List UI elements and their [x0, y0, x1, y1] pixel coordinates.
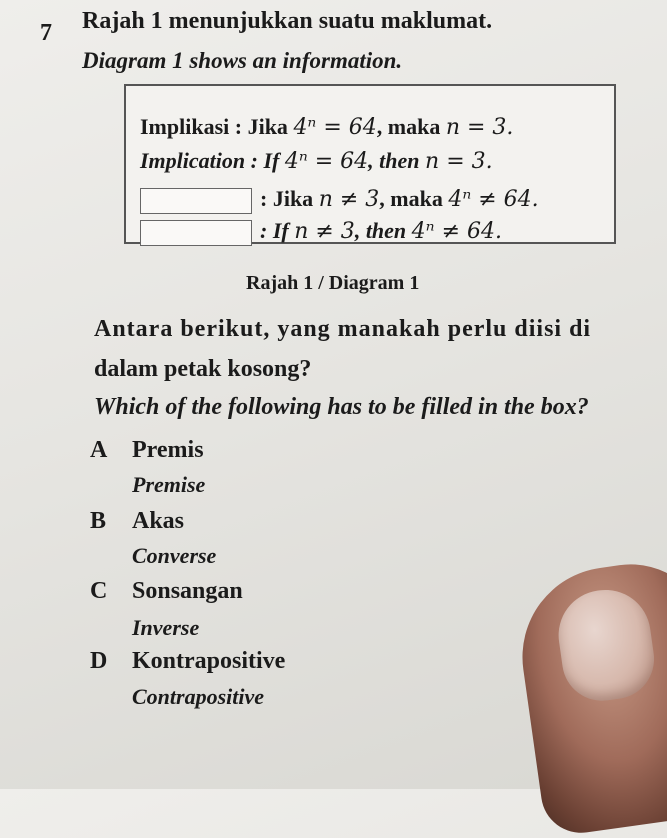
option-c-english: Inverse — [132, 615, 200, 640]
option-d-english: Contrapositive — [132, 684, 265, 709]
question-text-malay: Rajah 1 menunjukkan suatu maklumat. — [82, 8, 493, 34]
row-connector: , maka — [376, 114, 446, 139]
diagram-row-blank-ms — [140, 186, 539, 214]
row-connector: , then — [354, 218, 412, 243]
diagram-row-implikasi — [140, 114, 513, 140]
option-c-malay: Sonsangan — [132, 578, 243, 604]
math-expression: n ≠ 3 — [294, 219, 355, 244]
prompt-malay-line1: Antara berikut, yang manakah perlu diisi di — [94, 316, 592, 342]
diagram-row-blank-en — [140, 218, 502, 246]
math-expression: 4ⁿ ≠ 64. — [411, 219, 502, 244]
math-expression: n = 3. — [425, 149, 493, 174]
row-label: : Jika — [260, 186, 319, 211]
option-b-english: Converse — [132, 543, 217, 568]
math-expression: 4ⁿ = 64 — [293, 115, 377, 140]
row-connector: , then — [368, 148, 426, 173]
empty-answer-box — [140, 188, 252, 214]
math-expression: 4ⁿ ≠ 64. — [448, 187, 539, 212]
row-label: Implication : If — [140, 148, 285, 173]
row-label: Implikasi : Jika — [140, 114, 294, 139]
math-expression: n = 3. — [445, 115, 514, 140]
diagram-caption: Rajah 1 / Diagram 1 — [246, 272, 420, 294]
option-b-malay: Akas — [132, 508, 185, 534]
question-text-english: Diagram 1 shows an information. — [82, 48, 403, 73]
math-expression: n ≠ 3 — [318, 187, 380, 212]
option-d-malay: Kontrapositive — [132, 648, 286, 674]
option-a-english: Premise — [132, 472, 206, 497]
row-label: : If — [260, 218, 295, 243]
option-a-malay: Premis — [132, 437, 204, 463]
question-number: 7 — [40, 20, 52, 46]
prompt-english: Which of the following has to be filled in the box? — [94, 394, 589, 420]
row-connector: , maka — [379, 186, 449, 211]
option-d-letter: D — [90, 648, 108, 674]
diagram-box — [124, 84, 616, 244]
prompt-malay-line2: dalam petak kosong? — [94, 356, 312, 382]
empty-answer-box — [140, 220, 252, 246]
math-expression: 4ⁿ = 64 — [284, 149, 369, 174]
option-a-letter: A — [90, 437, 108, 463]
diagram-row-implication — [140, 148, 493, 174]
option-b-letter: B — [90, 508, 107, 534]
option-c-letter: C — [90, 578, 108, 604]
